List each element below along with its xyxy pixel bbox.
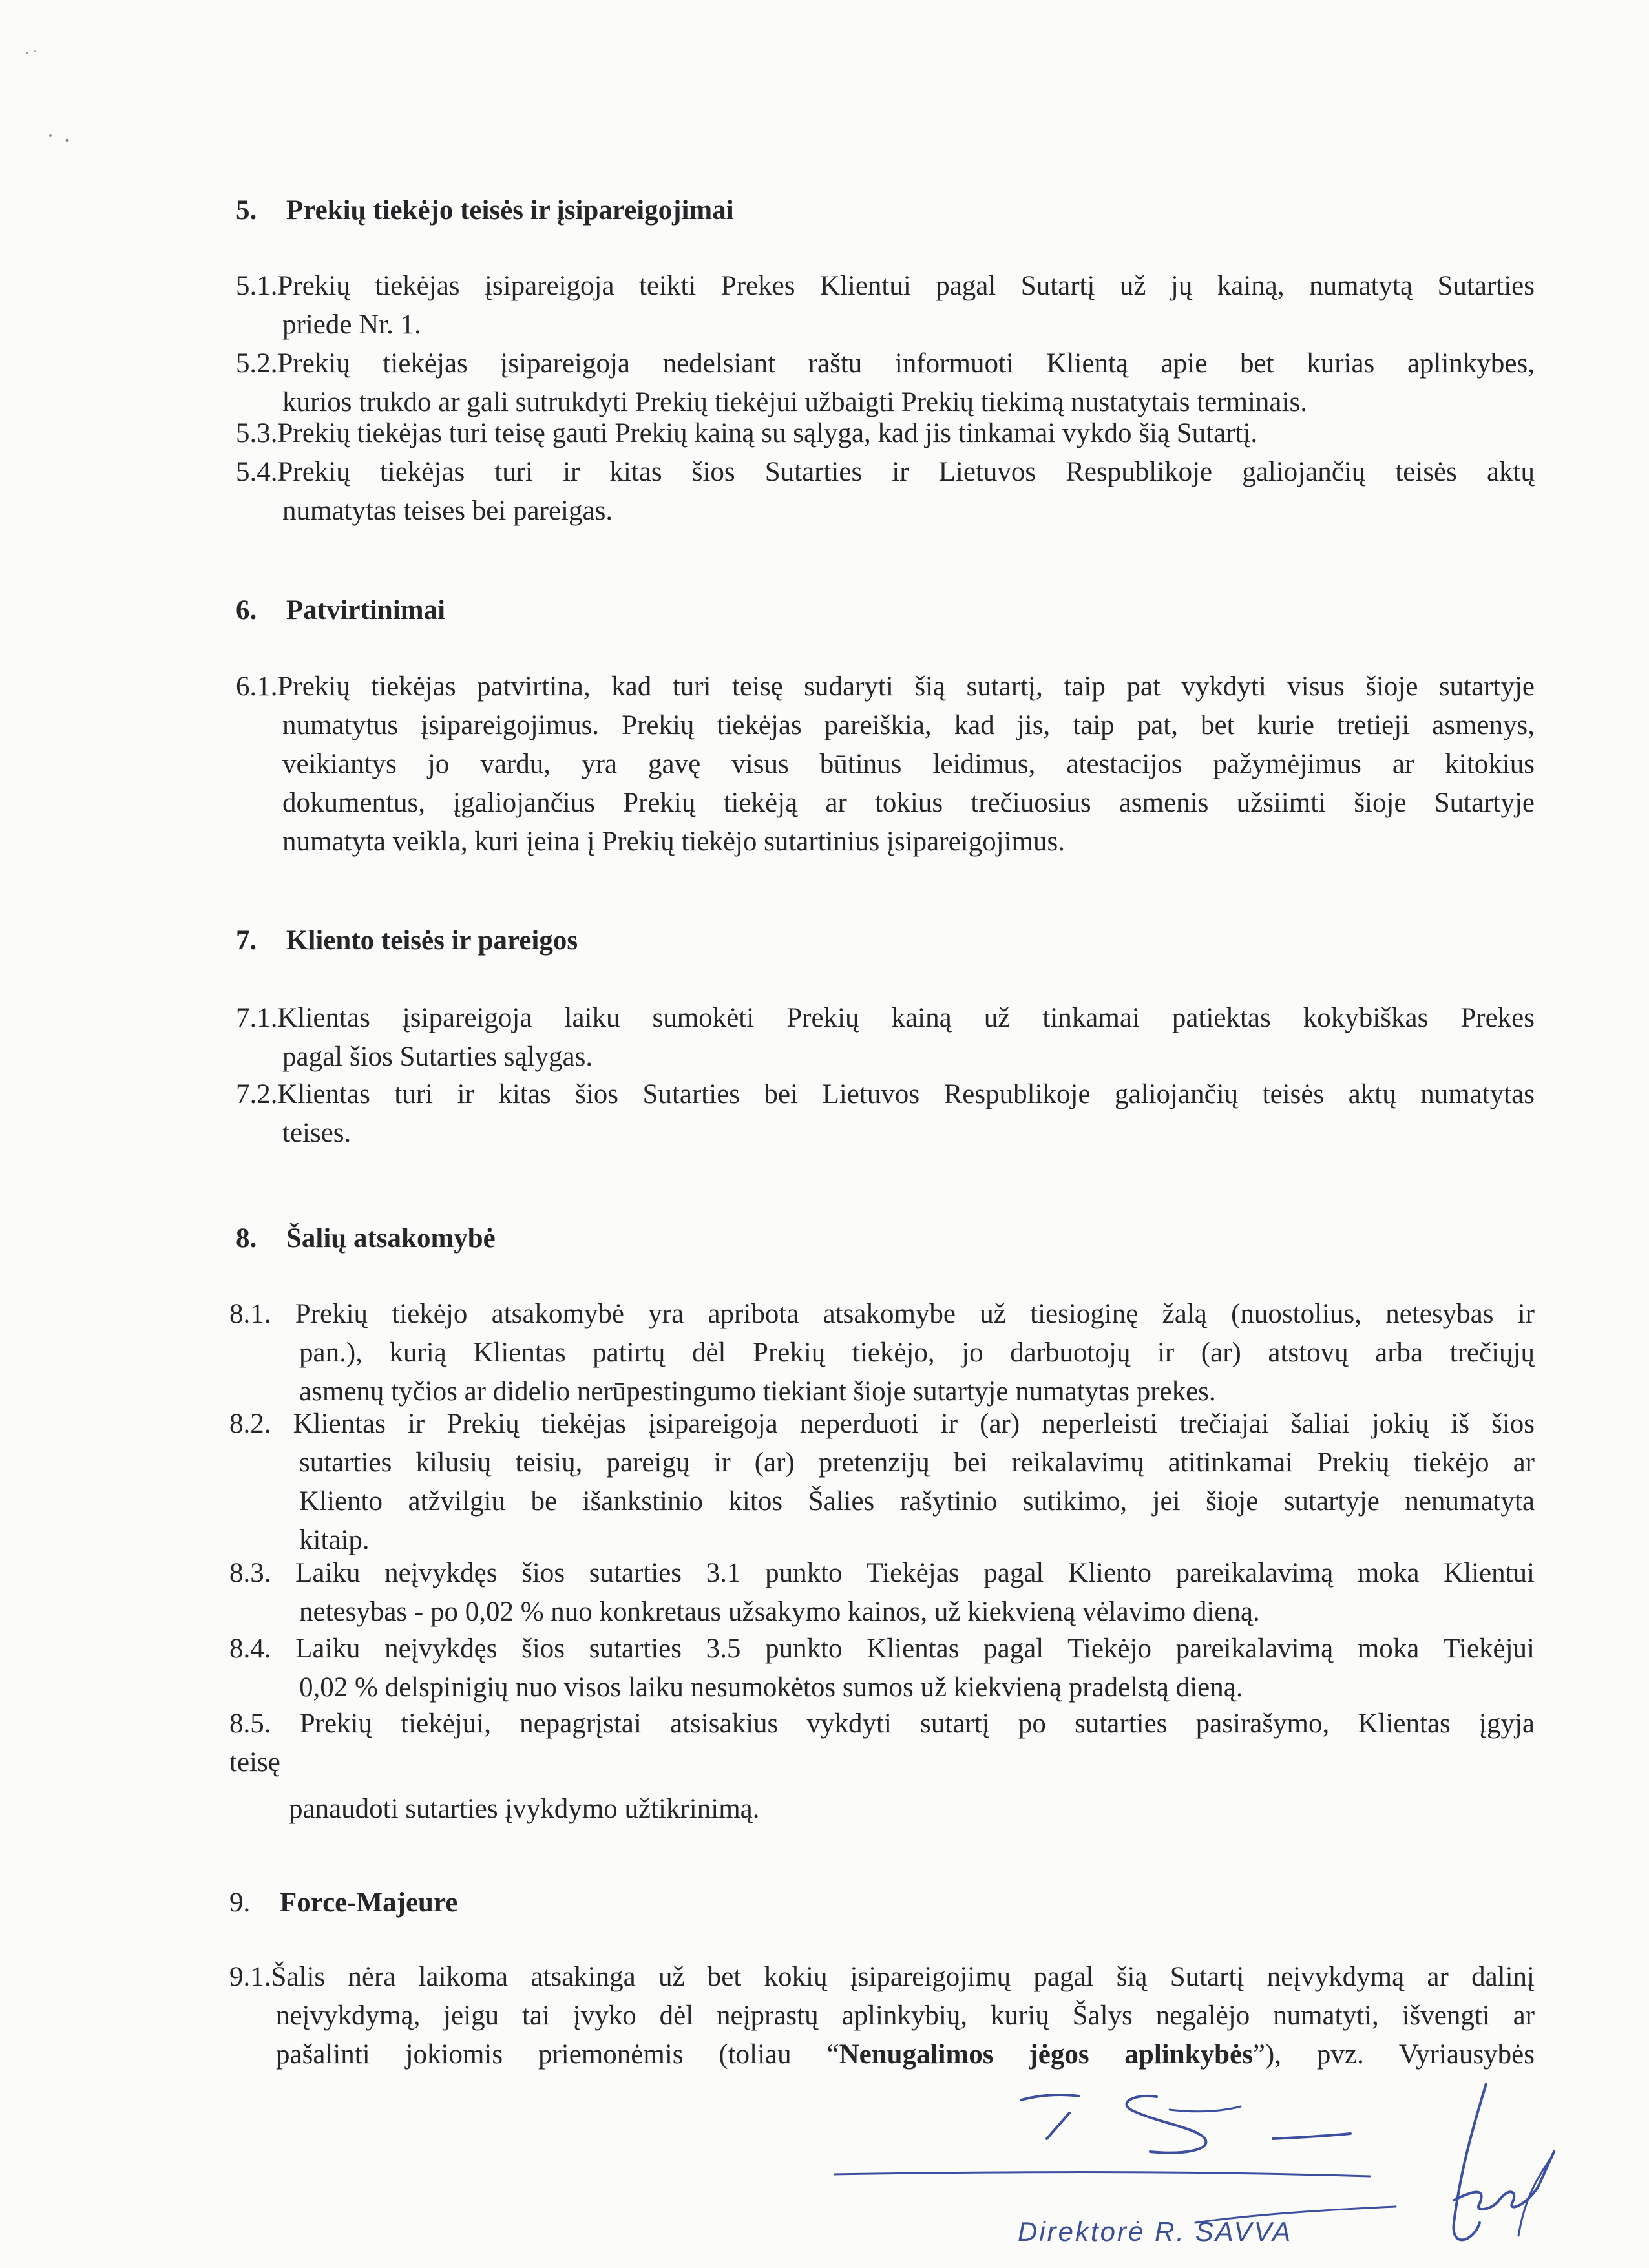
clause-9-1 xyxy=(229,1958,1535,2074)
scan-specks xyxy=(0,0,129,168)
clause-line: neįvykdymą, jeigu tai įvyko dėl neįprastų aplinkybių, kurių Šalys negalėjo numatyti, išvengti ar xyxy=(276,2000,1535,2031)
clause-line: Kliento atžvilgiu be išankstinio kitos Šalies rašytinio sutikimo, jei šioje sutartyje nenumatyta xyxy=(299,1486,1535,1517)
section-title: Patvirtinimai xyxy=(286,595,446,625)
clause-line: 5.3.Prekių tiekėjas turi teisę gauti Prekių kainą su sąlyga, kad jis tinkamai vykdo šią Sutartį. xyxy=(236,418,1258,448)
clause-5-2 xyxy=(236,344,1535,422)
clause-line xyxy=(229,2035,1535,2074)
section-title: Šalių atsakomybė xyxy=(286,1223,496,1254)
section-6-heading xyxy=(236,593,445,629)
section-8-heading xyxy=(236,1221,496,1257)
section-title: Prekių tiekėjo teisės ir įsipareigojimai xyxy=(286,195,734,226)
clause-line: teises. xyxy=(282,1118,352,1148)
clause-line: 0,02 % delspinigių nuo visos laiku nesumokėtos sumos už kiekvieną pradelstą dieną. xyxy=(299,1672,1243,1703)
text-run: ”), pvz. Vyriausybės xyxy=(1252,2039,1535,2070)
clause-line: kitaip. xyxy=(299,1525,370,1555)
clause-line: numatytas teises bei pareigas. xyxy=(282,496,613,526)
section-number: 5. xyxy=(236,195,257,226)
clause-line: 6.1.Prekių tiekėjas patvirtina, kad turi teisę sudaryti šią sutartį, taip pat vykdyti visus šioje sutartyje xyxy=(236,671,1535,702)
clause-line: asmenų tyčios ar didelio nerūpestingumo tiekiant šioje sutartyje numatytas prekes. xyxy=(299,1376,1216,1407)
clause-8-3 xyxy=(229,1554,1535,1632)
clause-5-4 xyxy=(236,453,1535,530)
clause-line: panaudoti sutarties įvykdymo užtikrinimą. xyxy=(289,1794,760,1824)
section-title: Force-Majeure xyxy=(280,1887,458,1918)
defined-term: Nenugalimos jėgos aplinkybės xyxy=(839,2039,1253,2070)
clause-line: numatyta veikla, kuri įeina į Prekių tiekėjo sutartinius įsipareigojimus. xyxy=(282,826,1065,857)
clause-8-1 xyxy=(229,1295,1535,1411)
clause-line: netesybas - po 0,02 % nuo konkretaus užsakymo kainos, už kiekvieną vėlavimo dieną. xyxy=(299,1597,1260,1627)
section-number: 7. xyxy=(236,925,257,956)
signature-label: Direktorė R. SAVVA xyxy=(1018,2216,1293,2247)
clause-8-2 xyxy=(229,1405,1535,1560)
clause-line: 8.5. Prekių tiekėjui, nepagrįstai atsisakius vykdyti sutartį po sutarties pasirašymo, Klientas įgyja xyxy=(229,1708,1535,1739)
clause-7-1 xyxy=(236,999,1535,1076)
clause-5-1 xyxy=(236,267,1535,344)
clause-line: pagal šios Sutarties sąlygas. xyxy=(282,1042,593,1072)
clause-line: pan.), kurią Klientas patirtų dėl Prekių tiekėjo, jo darbuotojų ir (ar) atstovų arba trečiųjų xyxy=(299,1338,1535,1368)
section-9-heading xyxy=(229,1885,457,1921)
clause-line: 9.1.Šalis nėra laikoma atsakinga už bet kokių įsipareigojimų pagal šią Sutartį neįvykdymą ar dalinį xyxy=(229,1962,1535,1992)
clause-line: 8.1. Prekių tiekėjo atsakomybė yra apribota atsakomybe už tiesioginę žalą (nuostolius, netesybas ir xyxy=(229,1299,1535,1329)
clause-5-3 xyxy=(236,414,1535,453)
clause-line: dokumentus, įgaliojančius Prekių tiekėją ar tokius trečiuosius asmenis užsiimti šioje Sutartyje xyxy=(282,788,1535,818)
clause-8-4 xyxy=(229,1630,1535,1707)
clause-line: priede Nr. 1. xyxy=(282,310,421,340)
text-run: pašalinti jokiomis priemonėmis (toliau “ xyxy=(276,2039,839,2070)
clause-line: 7.1.Klientas įsipareigoja laiku sumokėti Prekių kainą už tinkamai patiektas kokybiškas Prekes xyxy=(236,1003,1535,1033)
clause-line: veikiantys jo vardu, yra gavę visus būtinus leidimus, atestacijos pažymėjimus ar kitokius xyxy=(282,749,1535,779)
clause-line: kurios trukdo ar gali sutrukdyti Prekių tiekėjui užbaigti Prekių tiekimą nustatytais terminais. xyxy=(282,387,1307,417)
clause-line: 5.1.Prekių tiekėjas įsipareigoja teikti Prekes Klientui pagal Sutartį už jų kainą, numatytą Sutarties xyxy=(236,271,1535,301)
clause-line: numatytus įsipareigojimus. Prekių tiekėjas pareiškia, kad jis, taip pat, bet kurie tretieji asmenys, xyxy=(282,710,1535,740)
clause-line: teisę xyxy=(229,1747,280,1778)
clause-line: 5.2.Prekių tiekėjas įsipareigoja nedelsiant raštu informuoti Klientą apie bet kurias aplinkybes, xyxy=(236,348,1535,379)
clause-line: sutarties kilusių teisių, pareigų ir (ar) pretenzijų bei reikalavimų atitinkamai Prekių tiekėjo ar xyxy=(299,1447,1535,1478)
clause-line: 8.4. Laiku neįvykdęs šios sutarties 3.5 punkto Klientas pagal Tiekėjo pareikalavimą moka Tiekėjui xyxy=(229,1633,1535,1664)
clause-8-5 xyxy=(229,1705,1535,1829)
clause-line: 7.2.Klientas turi ir kitas šios Sutarties bei Lietuvos Respublikoje galiojančių teisės aktų numatytas xyxy=(236,1079,1535,1109)
section-7-heading xyxy=(236,923,578,959)
clause-line: 5.4.Prekių tiekėjas turi ir kitas šios Sutarties ir Lietuvos Respublikoje galiojančių teisės aktų xyxy=(236,457,1535,487)
clause-7-2 xyxy=(236,1075,1535,1153)
section-number: 9. xyxy=(229,1887,251,1918)
section-5-heading xyxy=(236,193,734,229)
clause-line: 8.2. Klientas ir Prekių tiekėjas įsipareigoja neperduoti ir (ar) neperleisti trečiajai šaliai jokių iš šios xyxy=(229,1409,1535,1439)
clause-line: 8.3. Laiku neįvykdęs šios sutarties 3.1 punkto Tiekėjas pagal Kliento pareikalavimą moka Klientui xyxy=(229,1558,1535,1588)
clause-6-1 xyxy=(236,667,1535,861)
section-number: 8. xyxy=(236,1223,257,1254)
section-title: Kliento teisės ir pareigos xyxy=(286,925,578,956)
section-number: 6. xyxy=(236,595,257,625)
